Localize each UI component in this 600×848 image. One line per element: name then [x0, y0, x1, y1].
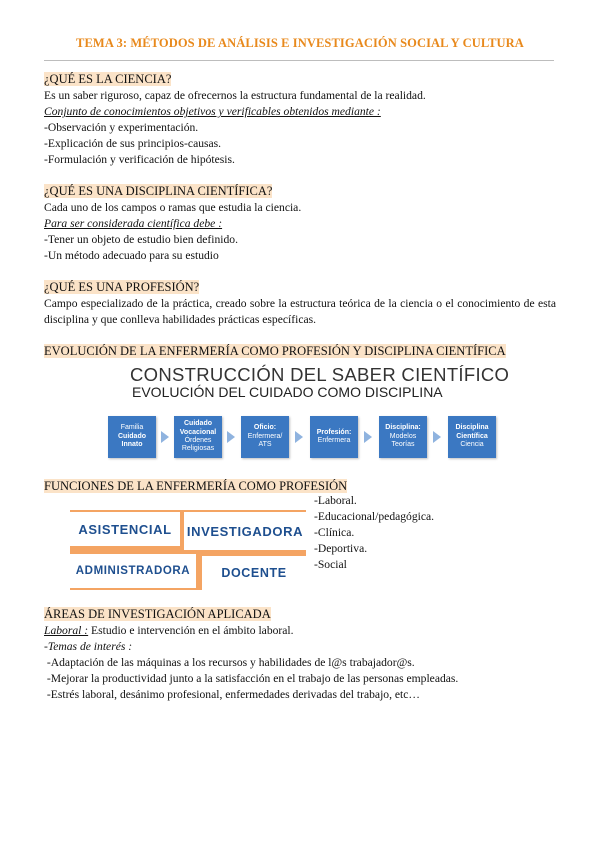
heading-funciones: FUNCIONES DE LA ENFERMERÍA COMO PROFESIÓN [44, 479, 348, 493]
temas-label: -Temas de interés : [44, 640, 133, 653]
step-line: Modelos [389, 432, 417, 440]
step-familia [108, 416, 156, 458]
functions-list-item: -Clínica. [314, 526, 355, 539]
step-disciplina [379, 416, 427, 458]
arrow-right-icon [227, 431, 235, 443]
functions-list-item: -Laboral. [314, 494, 357, 507]
step-line: Disciplina [455, 424, 489, 432]
ciencia-item: -Formulación y verificación de hipótesis. [44, 153, 235, 166]
step-line: Vocacional [179, 428, 217, 436]
functions-list-item: -Deportiva. [314, 542, 368, 555]
step-line: Enfermera/ [247, 432, 283, 440]
ciencia-definition: Es un saber riguroso, capaz de ofrecernos la estructura fundamental de la realidad. [44, 89, 426, 102]
step-line: Cuidado [118, 432, 146, 440]
section-profesion [44, 279, 556, 328]
section-ciencia [44, 71, 556, 168]
areas-item: -Mejorar la productividad junto a la satisfacción en el trabajo de las personas empleadas. [44, 672, 459, 685]
section-areas [44, 606, 556, 703]
step-ciencia [448, 416, 496, 458]
laboral-text: Estudio e intervención en el ámbito laboral. [88, 624, 294, 637]
step-line: Órdenes Religiosas [181, 437, 215, 453]
step-line: Profesión: [316, 428, 352, 436]
step-line: Enfermera [317, 437, 351, 444]
arrow-right-icon [295, 431, 303, 443]
functions-list-item: -Social [314, 558, 347, 571]
functions-list [314, 493, 434, 573]
step-line: Científica [456, 432, 488, 440]
arrow-right-icon [433, 431, 441, 443]
profesion-definition: Campo especializado de la práctica, creado sobre la estructura teórica de la ciencia o el conocimiento de esta disciplina y que conlleva habilidades prácticas específicas. [44, 297, 556, 326]
section-funciones [44, 478, 556, 495]
box-administradora: ADMINISTRADORA [70, 554, 196, 588]
box-asistencial: ASISTENCIAL [70, 512, 180, 546]
evolution-diagram [108, 362, 510, 462]
disciplina-subheading: Para ser considerada científica debe : [44, 217, 223, 230]
functions-list-item: -Educacional/pedagógica. [314, 510, 435, 523]
step-line: Ciencia [460, 441, 484, 449]
laboral-label: Laboral : [44, 624, 89, 637]
step-line: Cuidado [184, 420, 212, 428]
section-disciplina [44, 183, 556, 264]
ciencia-item: -Observación y experimentación. [44, 121, 199, 134]
step-line: Innato [121, 441, 143, 449]
step-line: ATS [258, 441, 272, 449]
step-line: Familia [120, 424, 144, 432]
diagram-subtitle: EVOLUCIÓN DEL CUIDADO COMO DISCIPLINA [132, 384, 443, 400]
document-title: TEMA 3: MÉTODOS DE ANÁLISIS E INVESTIGACIÓN SOCIAL Y CULTURA [76, 36, 524, 50]
heading-ciencia: ¿QUÉ ES LA CIENCIA? [44, 72, 172, 86]
arrow-right-icon [364, 431, 372, 443]
step-line: Disciplina: [385, 424, 421, 432]
heading-profesion: ¿QUÉ ES UNA PROFESIÓN? [44, 280, 200, 294]
areas-item: -Adaptación de las máquinas a los recursos y habilidades de l@s trabajador@s. [44, 656, 415, 669]
heading-evolucion: EVOLUCIÓN DE LA ENFERMERÍA COMO PROFESIÓN Y DISCIPLINA CIENTÍFICA [44, 344, 506, 358]
heading-areas: ÁREAS DE INVESTIGACIÓN APLICADA [44, 607, 271, 621]
disciplina-definition: Cada uno de los campos o ramas que estudia la ciencia. [44, 201, 302, 214]
step-line: Oficio: [253, 424, 277, 432]
areas-item: -Estrés laboral, desánimo profesional, enfermedades derivadas del trabajo, etc… [44, 688, 421, 701]
heading-disciplina: ¿QUÉ ES UNA DISCIPLINA CIENTÍFICA? [44, 184, 273, 198]
box-docente: DOCENTE [202, 556, 306, 590]
section-evolucion [44, 343, 556, 360]
ciencia-subheading: Conjunto de conocimientos objetivos y verificables obtenidos mediante : [44, 105, 381, 118]
arrow-right-icon [161, 431, 169, 443]
step-oficio [241, 416, 289, 458]
disciplina-item: -Un método adecuado para su estudio [44, 249, 219, 262]
title-divider [44, 60, 554, 61]
evolution-flow [108, 416, 498, 460]
step-line: Teorías [391, 441, 415, 449]
step-profesion [310, 416, 358, 458]
diagram-title: CONSTRUCCIÓN DEL SABER CIENTÍFICO [130, 364, 510, 385]
functions-graphic [70, 510, 306, 590]
box-investigadora: INVESTIGADORA [184, 512, 306, 550]
step-vocacional [174, 416, 222, 458]
ciencia-item: -Explicación de sus principios-causas. [44, 137, 222, 150]
disciplina-item: -Tener un objeto de estudio bien definido. [44, 233, 238, 246]
